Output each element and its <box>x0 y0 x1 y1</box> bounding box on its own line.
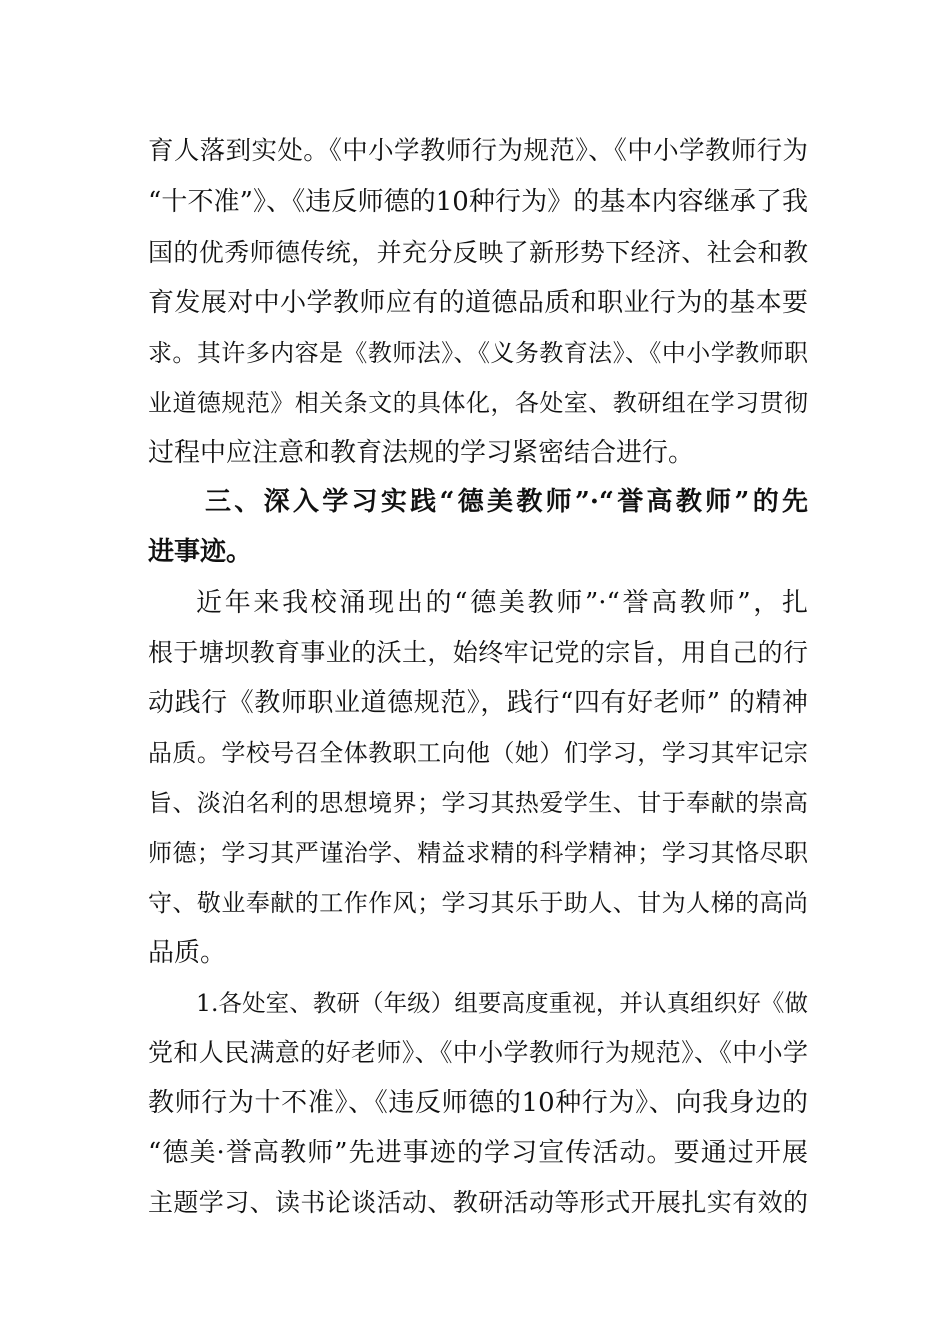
paragraph-line: 育人落到实处。《中小学教师行为规范》、《中小学教师行为 <box>148 136 808 166</box>
paragraph-line: 根于塘坝教育事业的沃土，始终牢记党的宗旨，用自己的行 <box>148 638 808 667</box>
paragraph-line: 旨、淡泊名利的思想境界；学习其热爱学生、甘于奉献的崇高 <box>148 789 808 817</box>
paragraph-line: 品质。学校号召全体教职工向他（她）们学习，学习其牢记宗 <box>148 739 808 767</box>
paragraph-line: 品质。 <box>148 938 227 968</box>
paragraph-line: 业道德规范》相关条文的具体化，各处室、教研组在学习贯彻 <box>148 389 808 417</box>
paragraph-line: 求。其许多内容是《教师法》、《义务教育法》、《中小学教师职 <box>148 339 808 367</box>
list-item-line: 1.各处室、教研（年级）组要高度重视，并认真组织好《做 <box>196 989 808 1017</box>
paragraph-line: 过程中应注意和教育法规的学习紧密结合进行。 <box>148 438 695 468</box>
paragraph-line: 育发展对中小学教师应有的道德品质和职业行为的基本要 <box>148 288 808 318</box>
paragraph-line: “十不准”》、《违反师德的10种行为》的基本内容继承了我 <box>148 187 808 217</box>
paragraph-line: “德美·誉高教师”先进事迹的学习宣传活动。要通过开展 <box>148 1138 808 1168</box>
paragraph-line: 国的优秀师德传统，并充分反映了新形势下经济、社会和教 <box>148 238 808 267</box>
paragraph-line: 党和人民满意的好老师》、《中小学教师行为规范》、《中小学 <box>148 1038 808 1067</box>
paragraph-line: 动践行《教师职业道德规范》，践行“四有好老师” 的精神 <box>148 688 808 718</box>
paragraph-line: 守、敬业奉献的工作作风；学习其乐于助人、甘为人梯的高尚 <box>148 889 808 917</box>
paragraph-line: 师德；学习其严谨治学、精益求精的科学精神；学习其恪尽职 <box>148 839 808 867</box>
paragraph-line: 教师行为十不准》、《违反师德的10种行为》、向我身边的 <box>148 1088 808 1118</box>
section-heading: 进事迹。 <box>148 537 253 567</box>
section-heading: 三、深入学习实践“德美教师”·“誉高教师”的先 <box>205 487 808 517</box>
paragraph-line: 主题学习、读书论谈活动、教研活动等形式开展扎实有效的 <box>148 1188 808 1217</box>
paragraph-line: 近年来我校涌现出的“德美教师”·“誉高教师”，扎 <box>196 588 808 618</box>
